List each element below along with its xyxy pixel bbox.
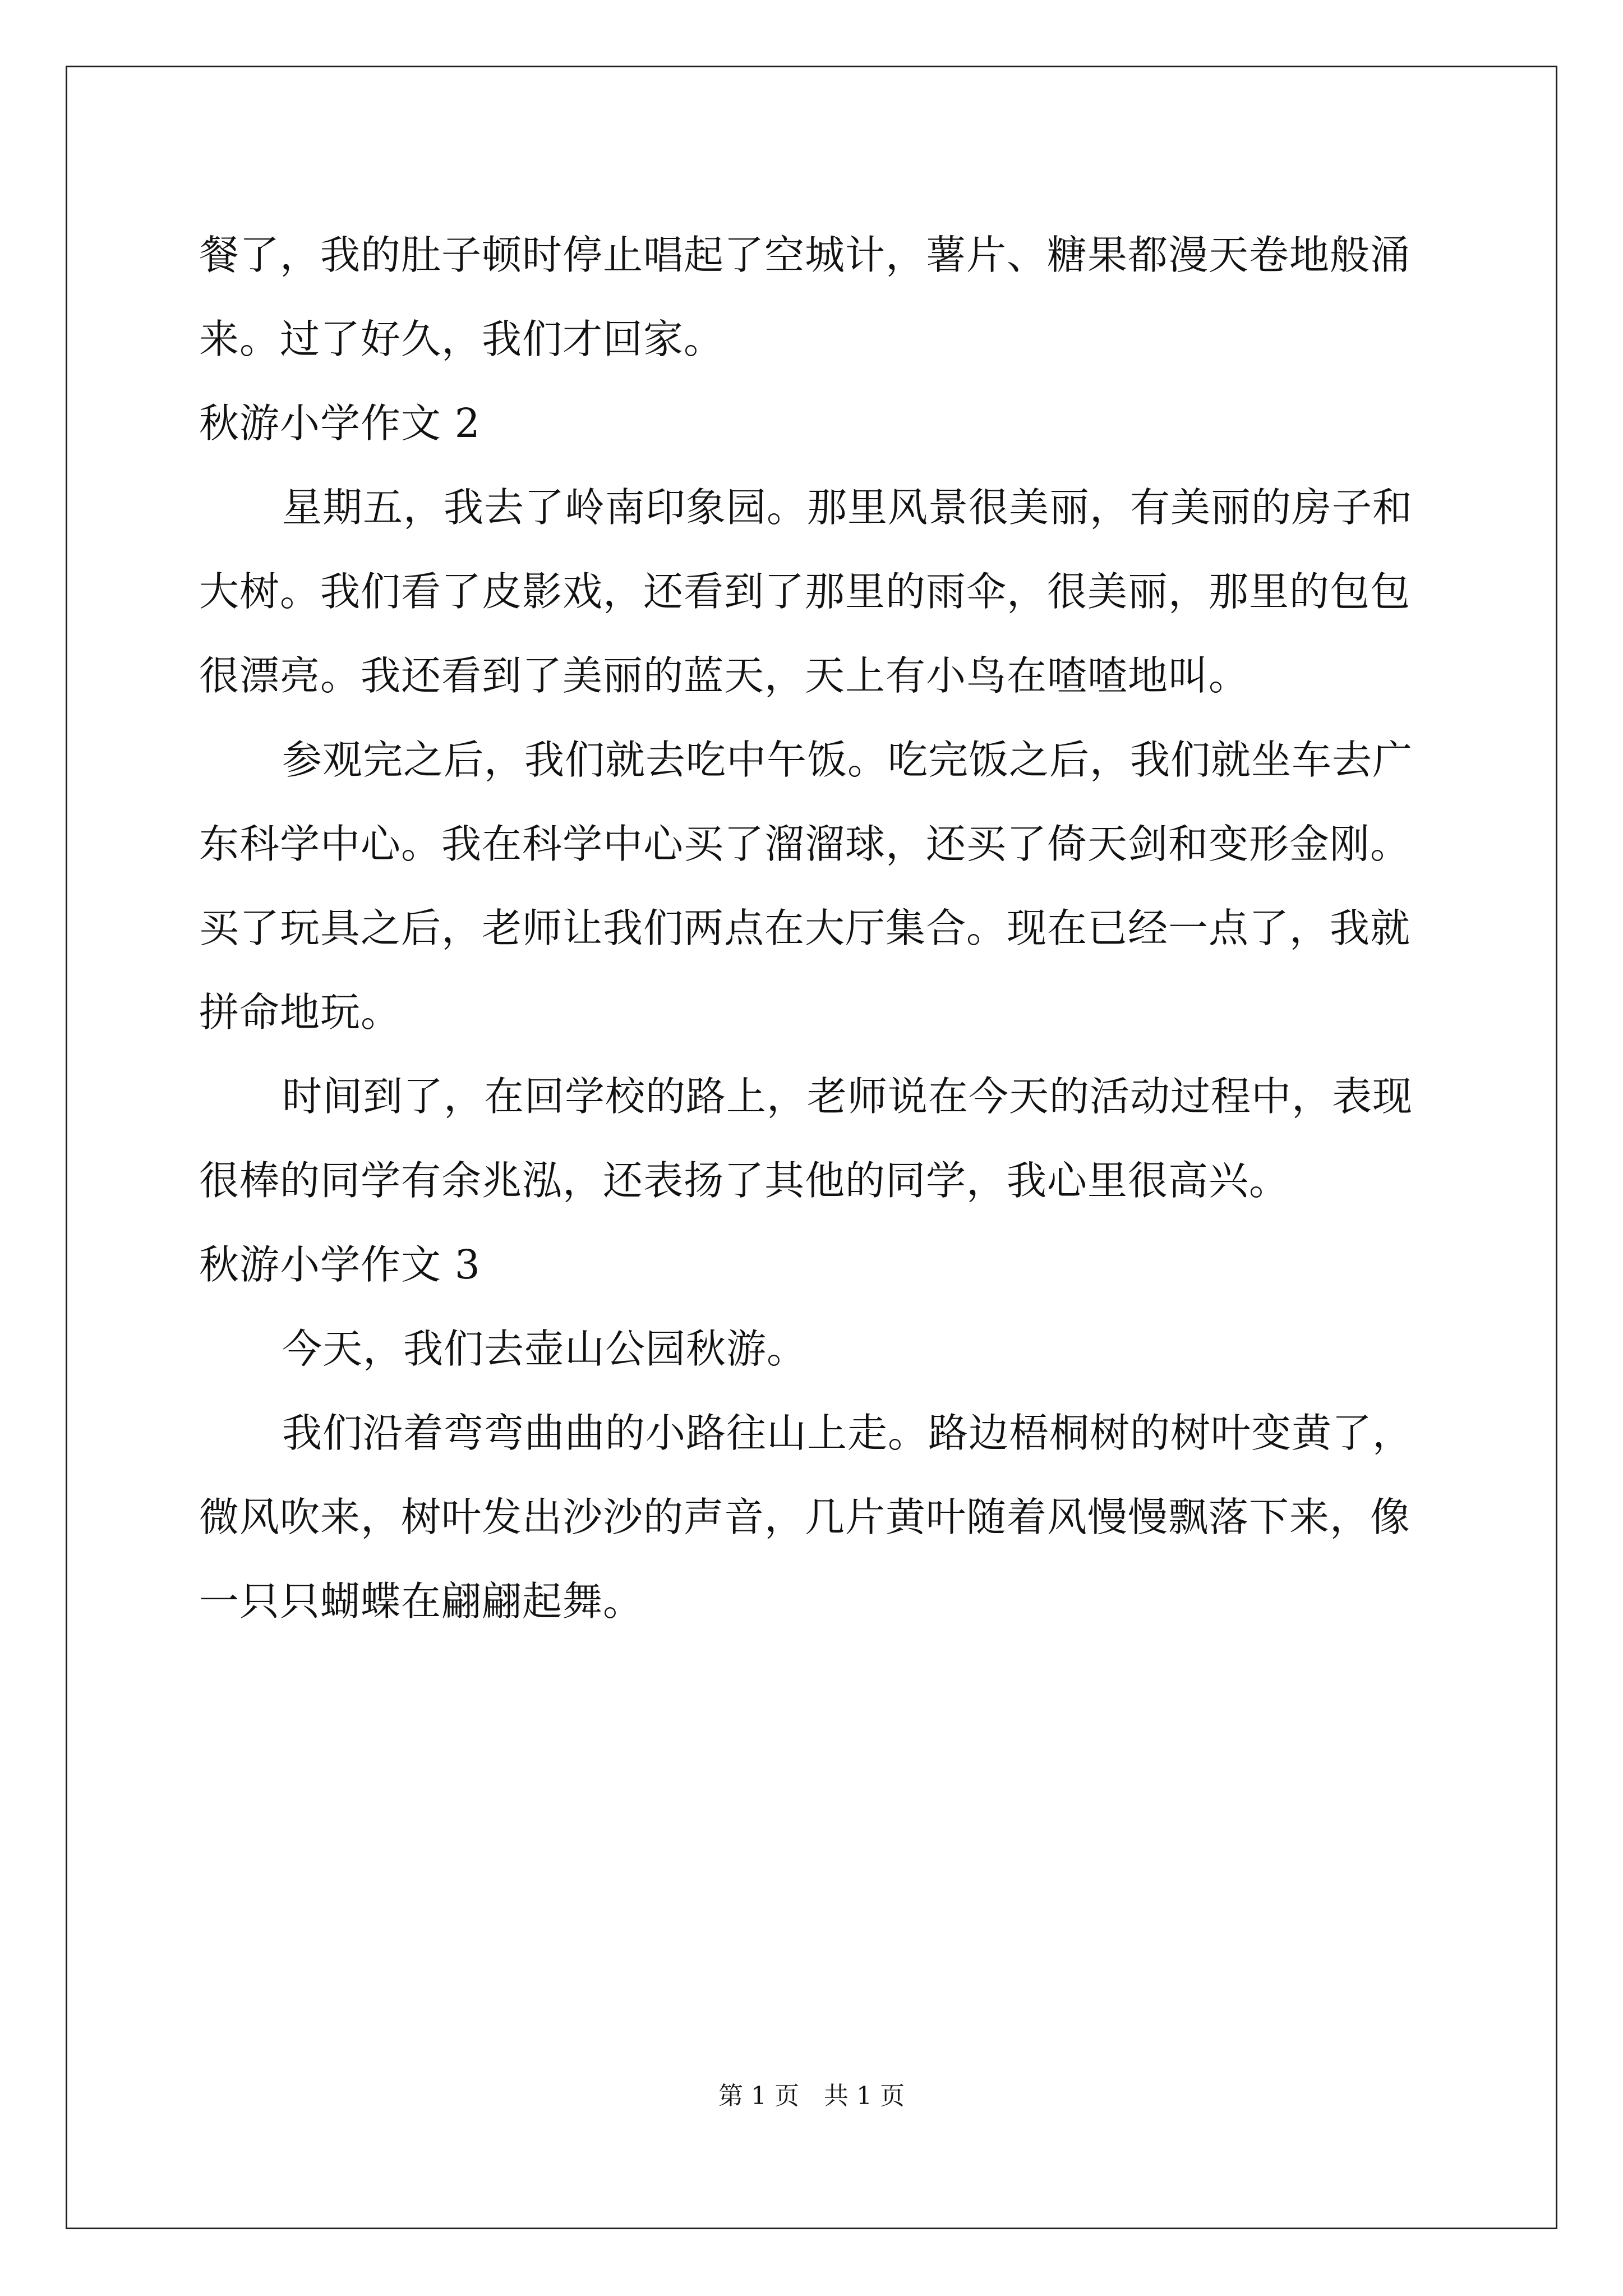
- paragraph: [199, 1391, 1433, 1644]
- paragraph: [199, 466, 1433, 718]
- text-line: 时间到了，在回学校的路上，老师说在今天的活动过程中，表现: [282, 1073, 1413, 1120]
- page-number-label: 第 1 页 共 1 页: [718, 2082, 905, 2110]
- document-body: [199, 213, 1433, 1644]
- page-footer: [0, 2079, 1623, 2113]
- text-line: 我们沿着弯弯曲曲的小路往山上走。路边梧桐树的树叶变黄了，: [282, 1410, 1413, 1456]
- text-line: 微风吹来，树叶发出沙沙的声音，几片黄叶随着风慢慢飘落下来，像: [199, 1494, 1411, 1540]
- paragraph: [199, 213, 1433, 381]
- paragraph: [199, 1055, 1433, 1223]
- heading-text: 秋游小学作文 2: [199, 400, 481, 447]
- text-line: 来。过了好久，我们才回家。: [199, 316, 725, 362]
- text-line: 东科学中心。我在科学中心买了溜溜球，还买了倚天剑和变形金刚。: [199, 821, 1411, 867]
- section-heading: [199, 381, 1433, 466]
- text-line: 参观完之后，我们就去吃中午饭。吃完饭之后，我们就坐车去广: [282, 737, 1413, 783]
- text-line: 今天，我们去壶山公园秋游。: [282, 1326, 808, 1372]
- text-line: 拼命地玩。: [199, 989, 402, 1036]
- text-line: 一只只蝴蝶在翩翩起舞。: [199, 1578, 644, 1625]
- text-line: 大树。我们看了皮影戏，还看到了那里的雨伞，很美丽，那里的包包: [199, 568, 1411, 615]
- heading-text: 秋游小学作文 3: [199, 1241, 481, 1288]
- paragraph: [199, 718, 1433, 1055]
- text-line: 买了玩具之后，老师让我们两点在大厅集合。现在已经一点了，我就: [199, 905, 1411, 951]
- section-heading: [199, 1223, 1433, 1307]
- text-line: 餐了，我的肚子顿时停止唱起了空城计，薯片、糖果都漫天卷地般涌: [199, 232, 1411, 278]
- text-line: 很漂亮。我还看到了美丽的蓝天，天上有小鸟在喳喳地叫。: [199, 652, 1249, 699]
- text-line: 很棒的同学有余兆泓，还表扬了其他的同学，我心里很高兴。: [199, 1157, 1290, 1204]
- text-line: 星期五，我去了岭南印象园。那里风景很美丽，有美丽的房子和: [282, 484, 1413, 531]
- paragraph: [199, 1307, 1433, 1391]
